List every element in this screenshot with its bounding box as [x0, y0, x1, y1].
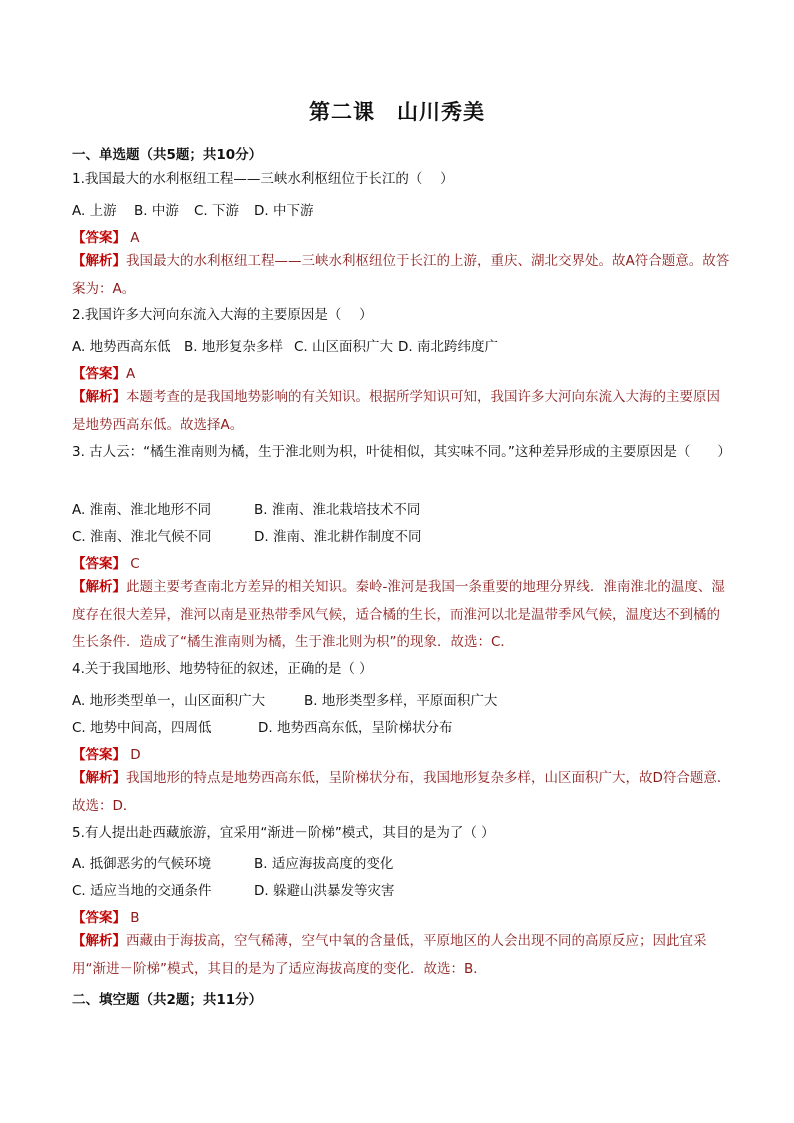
answer-value: A [126, 366, 136, 382]
option-b: B. 地形类型多样，平原面积广大 [304, 693, 498, 709]
option-c: C. 地势中间高，四周低 [72, 720, 212, 736]
answer-tag: 【答案】 [72, 230, 126, 246]
option-b: B. 适应海拔高度的变化 [254, 856, 394, 872]
analysis-text: 西藏由于海拔高，空气稀薄，空气中氧的含量低，平原地区的人会出现不同的高原反应；因此宜采用“渐进－阶梯”模式，其目的是为了适应海拔高度的变化．故选：B． [72, 933, 707, 977]
option-d: D. 中下游 [254, 203, 314, 219]
answer-tag: 【答案】 [72, 366, 126, 382]
option-a: A. 地势西高东低 [72, 339, 171, 355]
answer-value: C [126, 556, 140, 572]
answer-tag: 【答案】 [72, 910, 126, 926]
answer-tag: 【答案】 [72, 747, 126, 763]
answer-value: D [126, 747, 141, 763]
option-a: A. 地形类型单一，山区面积广大 [72, 693, 266, 709]
question-2-answer [72, 362, 135, 382]
question-5-answer [72, 906, 140, 926]
analysis-text: 我国地形的特点是地势西高东低，呈阶梯状分布，我国地形复杂多样，山区面积广大，故D符合题意．故选：D． [72, 770, 731, 814]
question-4-analysis [72, 765, 732, 820]
question-3-stem: 3. 古人云：“橘生淮南则为橘，生于淮北则为枳，叶徒相似，其实味不同。”这种差异形成的主要原因是（ ） [72, 444, 731, 460]
option-a: A. 上游 [72, 203, 117, 219]
analysis-tag: 【解析】 [72, 933, 126, 949]
analysis-tag: 【解析】 [72, 253, 126, 269]
question-4-stem: 4.关于我国地形、地势特征的叙述，正确的是（ ） [72, 661, 373, 677]
answer-value: B [126, 910, 140, 926]
section-heading-fill-in: 二、填空题（共2题；共11分） [72, 992, 263, 1008]
page-title: 第二课 山川秀美 [309, 99, 485, 124]
answer-value: A [126, 230, 140, 246]
option-a: A. 淮南、淮北地形不同 [72, 502, 212, 518]
section-heading-single-choice: 一、单选题（共5题；共10分） [72, 147, 263, 163]
question-2-stem: 2.我国许多大河向东流入大海的主要原因是（ ） [72, 307, 373, 323]
option-d: D. 南北跨纬度广 [398, 339, 498, 355]
analysis-text: 此题主要考查南北方差异的相关知识。秦岭-淮河是我国一条重要的地理分界线．淮南淮北的温度、湿度存在很大差异，淮河以南是亚热带季风气候，适合橘的生长，而淮河以北是温带季风气候，温度达不到橘的生长条件．造成了“橘生淮南则为橘，生于淮北则为枳”的现象．故选：C． [72, 579, 725, 650]
option-a: A. 抵御恶劣的气候环境 [72, 856, 212, 872]
analysis-tag: 【解析】 [72, 770, 126, 786]
analysis-text: 我国最大的水利枢纽工程——三峡水利枢纽位于长江的上游，重庆、湖北交界处。故A符合题意。故答案为：A。 [72, 253, 730, 297]
option-b: B. 中游 [134, 203, 179, 219]
question-5-analysis [72, 928, 732, 983]
option-b: B. 地形复杂多样 [184, 339, 283, 355]
question-3-answer [72, 552, 140, 572]
option-d: D. 地势西高东低，呈阶梯状分布 [258, 720, 453, 736]
option-b: B. 淮南、淮北栽培技术不同 [254, 502, 421, 518]
question-4-answer [72, 743, 141, 763]
analysis-tag: 【解析】 [72, 579, 126, 595]
option-c: C. 下游 [194, 203, 240, 219]
question-1-analysis [72, 248, 732, 303]
question-3-analysis [72, 574, 732, 657]
option-c: C. 适应当地的交通条件 [72, 883, 212, 899]
answer-tag: 【答案】 [72, 556, 126, 572]
question-2-analysis [72, 384, 732, 439]
question-1-answer [72, 226, 140, 246]
option-c: C. 淮南、淮北气候不同 [72, 529, 212, 545]
question-5-stem: 5.有人提出赴西藏旅游，宜采用“渐进－阶梯”模式，其目的是为了（ ） [72, 825, 495, 841]
analysis-text: 本题考查的是我国地势影响的有关知识。根据所学知识可知，我国许多大河向东流入大海的主要原因是地势西高东低。故选择A。 [72, 389, 720, 433]
question-1-stem: 1.我国最大的水利枢纽工程——三峡水利枢纽位于长江的（ ） [72, 171, 454, 187]
analysis-tag: 【解析】 [72, 389, 126, 405]
option-c: C. 山区面积广大 [294, 339, 394, 355]
option-d: D. 淮南、淮北耕作制度不同 [254, 529, 422, 545]
option-d: D. 躲避山洪暴发等灾害 [254, 883, 395, 899]
